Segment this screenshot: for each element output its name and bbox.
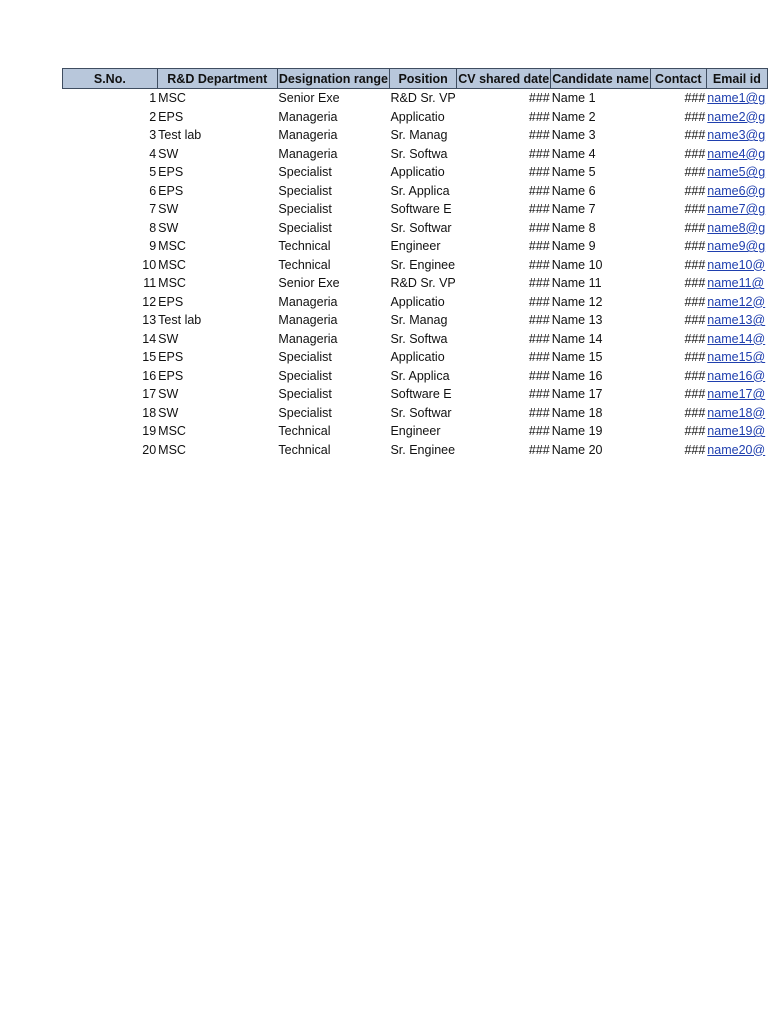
designation-range-cell: Specialist <box>278 387 332 401</box>
designation-range-cell: Technical <box>278 442 331 457</box>
email-cell[interactable]: name7@g <box>707 202 766 216</box>
sno-cell: 2 <box>149 109 157 124</box>
department-cell: MSC <box>158 424 186 438</box>
header-email-id[interactable]: Email id <box>706 69 767 89</box>
header-sno[interactable]: S.No. <box>63 69 158 89</box>
contact-cell: ### <box>684 405 706 420</box>
candidate-name-cell: Name 10 <box>551 257 603 272</box>
department-cell: EPS <box>158 350 184 364</box>
contact-cell: ### <box>684 424 706 438</box>
table-row <box>63 274 768 293</box>
candidate-name-cell: Name 15 <box>551 350 603 364</box>
contact-cell: ### <box>684 331 706 346</box>
table-row <box>63 256 768 275</box>
table-row <box>63 348 768 367</box>
position-cell: Applicatio <box>390 294 445 309</box>
position-cell: Software E <box>390 387 452 401</box>
cv-shared-date-cell: ### <box>528 109 550 124</box>
position-cell: R&D Sr. VP <box>390 91 456 105</box>
sno-cell: 3 <box>149 128 157 142</box>
department-cell: Test lab <box>158 128 202 142</box>
designation-range-cell: Manageria <box>278 313 338 327</box>
cv-shared-date-cell: ### <box>528 387 550 401</box>
designation-range-cell: Specialist <box>278 368 332 383</box>
candidate-name-cell: Name 13 <box>551 313 603 327</box>
table-row <box>63 404 768 423</box>
email-cell[interactable]: name14@ <box>707 331 766 346</box>
table-row <box>63 163 768 182</box>
table-body <box>63 89 768 460</box>
sno-cell: 17 <box>142 387 157 401</box>
candidate-name-cell: Name 5 <box>551 165 596 179</box>
contact-cell: ### <box>684 350 706 364</box>
sno-cell: 4 <box>149 146 157 161</box>
contact-cell: ### <box>684 442 706 457</box>
department-cell: EPS <box>158 183 184 198</box>
candidate-name-cell: Name 4 <box>551 146 596 161</box>
position-cell: R&D Sr. VP <box>390 276 456 290</box>
email-cell[interactable]: name6@g <box>707 183 766 198</box>
position-cell: Software E <box>390 202 452 216</box>
cv-shared-date-cell: ### <box>528 294 550 309</box>
candidate-name-cell: Name 20 <box>551 442 603 457</box>
email-cell[interactable]: name19@ <box>707 424 766 438</box>
department-cell: MSC <box>158 442 186 457</box>
designation-range-cell: Senior Exe <box>278 91 340 105</box>
candidate-name-cell: Name 19 <box>551 424 603 438</box>
sno-cell: 6 <box>149 183 157 198</box>
contact-cell: ### <box>684 91 706 105</box>
cv-shared-date-cell: ### <box>528 424 550 438</box>
table-row <box>63 237 768 256</box>
sno-cell: 19 <box>142 424 157 438</box>
contact-cell: ### <box>684 183 706 198</box>
cv-shared-date-cell: ### <box>528 128 550 142</box>
email-cell[interactable]: name3@g <box>707 128 766 142</box>
position-cell: Sr. Applica <box>390 368 450 383</box>
designation-range-cell: Specialist <box>278 350 332 364</box>
department-cell: EPS <box>158 109 184 124</box>
contact-cell: ### <box>684 276 706 290</box>
department-cell: SW <box>158 387 179 401</box>
header-designation-range[interactable]: Designation range <box>277 69 389 89</box>
department-cell: SW <box>158 146 179 161</box>
position-cell: Sr. Manag <box>390 128 448 142</box>
sno-cell: 14 <box>142 331 157 346</box>
cv-shared-date-cell: ### <box>528 183 550 198</box>
position-cell: Sr. Softwar <box>390 405 452 420</box>
email-cell[interactable]: name11@ <box>707 276 765 290</box>
sno-cell: 5 <box>149 165 157 179</box>
contact-cell: ### <box>684 239 706 253</box>
sno-cell: 13 <box>142 313 157 327</box>
department-cell: EPS <box>158 368 184 383</box>
candidate-name-cell: Name 11 <box>551 276 602 290</box>
position-cell: Applicatio <box>390 165 445 179</box>
header-contact[interactable]: Contact <box>650 69 706 89</box>
contact-cell: ### <box>684 146 706 161</box>
cv-shared-date-cell: ### <box>528 405 550 420</box>
department-cell: SW <box>158 405 179 420</box>
candidate-name-cell: Name 12 <box>551 294 603 309</box>
department-cell: SW <box>158 331 179 346</box>
table-row <box>63 182 768 201</box>
header-candidate-name[interactable]: Candidate name <box>551 69 651 89</box>
department-cell: MSC <box>158 91 186 105</box>
cv-shared-date-cell: ### <box>528 146 550 161</box>
sno-cell: 20 <box>142 442 157 457</box>
spreadsheet-table <box>62 68 768 459</box>
designation-range-cell: Manageria <box>278 331 338 346</box>
candidate-name-cell: Name 8 <box>551 220 596 235</box>
contact-cell: ### <box>684 313 706 327</box>
table-row <box>63 311 768 330</box>
cv-shared-date-cell: ### <box>528 350 550 364</box>
position-cell: Applicatio <box>390 350 445 364</box>
department-cell: MSC <box>158 276 186 290</box>
contact-cell: ### <box>684 165 706 179</box>
email-cell[interactable]: name1@g <box>707 91 766 105</box>
designation-range-cell: Specialist <box>278 183 332 198</box>
department-cell: MSC <box>158 257 186 272</box>
cv-shared-date-cell: ### <box>528 91 550 105</box>
table-row <box>63 385 768 404</box>
candidate-name-cell: Name 18 <box>551 405 603 420</box>
email-cell[interactable]: name5@g <box>707 165 766 179</box>
designation-range-cell: Specialist <box>278 165 332 179</box>
table-row <box>63 293 768 312</box>
contact-cell: ### <box>684 294 706 309</box>
department-cell: SW <box>158 202 179 216</box>
table-row <box>63 145 768 164</box>
position-cell: Engineer <box>390 239 441 253</box>
email-cell[interactable]: name13@ <box>707 313 766 327</box>
email-cell[interactable]: name15@ <box>707 350 766 364</box>
cv-shared-date-cell: ### <box>528 331 550 346</box>
sno-cell: 8 <box>149 220 157 235</box>
position-cell: Sr. Manag <box>390 313 448 327</box>
email-cell[interactable]: name12@ <box>707 294 766 309</box>
email-cell[interactable]: name18@ <box>707 405 766 420</box>
candidate-name-cell: Name 3 <box>551 128 596 142</box>
designation-range-cell: Technical <box>278 424 331 438</box>
cv-shared-date-cell: ### <box>528 165 550 179</box>
contact-cell: ### <box>684 387 706 401</box>
table-row <box>63 441 768 460</box>
header-position[interactable]: Position <box>389 69 456 89</box>
candidate-name-cell: Name 2 <box>551 109 596 124</box>
table-row <box>63 422 768 441</box>
email-cell[interactable]: name20@ <box>707 442 766 457</box>
table-row <box>63 330 768 349</box>
department-cell: MSC <box>158 239 186 253</box>
email-cell[interactable]: name2@g <box>707 109 766 124</box>
designation-range-cell: Senior Exe <box>278 276 340 290</box>
contact-cell: ### <box>684 109 706 124</box>
contact-cell: ### <box>684 368 706 383</box>
position-cell: Sr. Enginee <box>390 257 456 272</box>
cv-shared-date-cell: ### <box>528 239 550 253</box>
sno-cell: 9 <box>149 239 157 253</box>
email-cell[interactable]: name9@g <box>707 239 766 253</box>
header-cv-shared-date[interactable]: CV shared date <box>457 69 551 89</box>
designation-range-cell: Specialist <box>278 405 332 420</box>
sno-cell: 7 <box>149 202 157 216</box>
cv-shared-date-cell: ### <box>528 276 550 290</box>
candidate-name-cell: Name 17 <box>551 387 603 401</box>
cv-shared-date-cell: ### <box>528 442 550 457</box>
designation-range-cell: Technical <box>278 257 331 272</box>
sno-cell: 1 <box>149 91 157 105</box>
designation-range-cell: Manageria <box>278 109 338 124</box>
email-cell[interactable]: name10@ <box>707 257 766 272</box>
sno-cell: 18 <box>142 405 157 420</box>
designation-range-cell: Technical <box>278 239 331 253</box>
sno-cell: 15 <box>142 350 157 364</box>
header-row <box>63 69 768 89</box>
table-row <box>63 200 768 219</box>
email-cell[interactable]: name4@g <box>707 146 766 161</box>
designation-range-cell: Manageria <box>278 146 338 161</box>
table-row <box>63 108 768 127</box>
position-cell: Sr. Softwa <box>390 146 448 161</box>
designation-range-cell: Manageria <box>278 128 338 142</box>
email-cell[interactable]: name8@g <box>707 220 766 235</box>
candidate-name-cell: Name 1 <box>551 91 596 105</box>
candidate-name-cell: Name 6 <box>551 183 596 198</box>
table-row <box>63 367 768 386</box>
table-row <box>63 89 768 108</box>
contact-cell: ### <box>684 202 706 216</box>
candidate-name-cell: Name 14 <box>551 331 603 346</box>
position-cell: Sr. Enginee <box>390 442 456 457</box>
candidate-name-cell: Name 7 <box>551 202 596 216</box>
department-cell: SW <box>158 220 179 235</box>
contact-cell: ### <box>684 128 706 142</box>
department-cell: EPS <box>158 294 184 309</box>
candidate-name-cell: Name 16 <box>551 368 603 383</box>
position-cell: Sr. Applica <box>390 183 450 198</box>
cv-shared-date-cell: ### <box>528 202 550 216</box>
contact-cell: ### <box>684 220 706 235</box>
candidate-name-cell: Name 9 <box>551 239 596 253</box>
department-cell: EPS <box>158 165 184 179</box>
position-cell: Sr. Softwar <box>390 220 452 235</box>
department-cell: Test lab <box>158 313 202 327</box>
email-cell[interactable]: name16@ <box>707 368 766 383</box>
table-row <box>63 126 768 145</box>
designation-range-cell: Specialist <box>278 220 332 235</box>
sno-cell: 11 <box>143 276 157 290</box>
position-cell: Sr. Softwa <box>390 331 448 346</box>
contact-cell: ### <box>684 257 706 272</box>
cv-shared-date-cell: ### <box>528 368 550 383</box>
position-cell: Engineer <box>390 424 441 438</box>
position-cell: Applicatio <box>390 109 445 124</box>
email-cell[interactable]: name17@ <box>707 387 766 401</box>
header-department[interactable]: R&D Department <box>157 69 277 89</box>
sno-cell: 10 <box>142 257 157 272</box>
cv-shared-date-cell: ### <box>528 257 550 272</box>
designation-range-cell: Specialist <box>278 202 332 216</box>
sno-cell: 16 <box>142 368 157 383</box>
table-row <box>63 219 768 238</box>
sno-cell: 12 <box>142 294 157 309</box>
designation-range-cell: Manageria <box>278 294 338 309</box>
cv-shared-date-cell: ### <box>528 220 550 235</box>
cv-shared-date-cell: ### <box>528 313 550 327</box>
